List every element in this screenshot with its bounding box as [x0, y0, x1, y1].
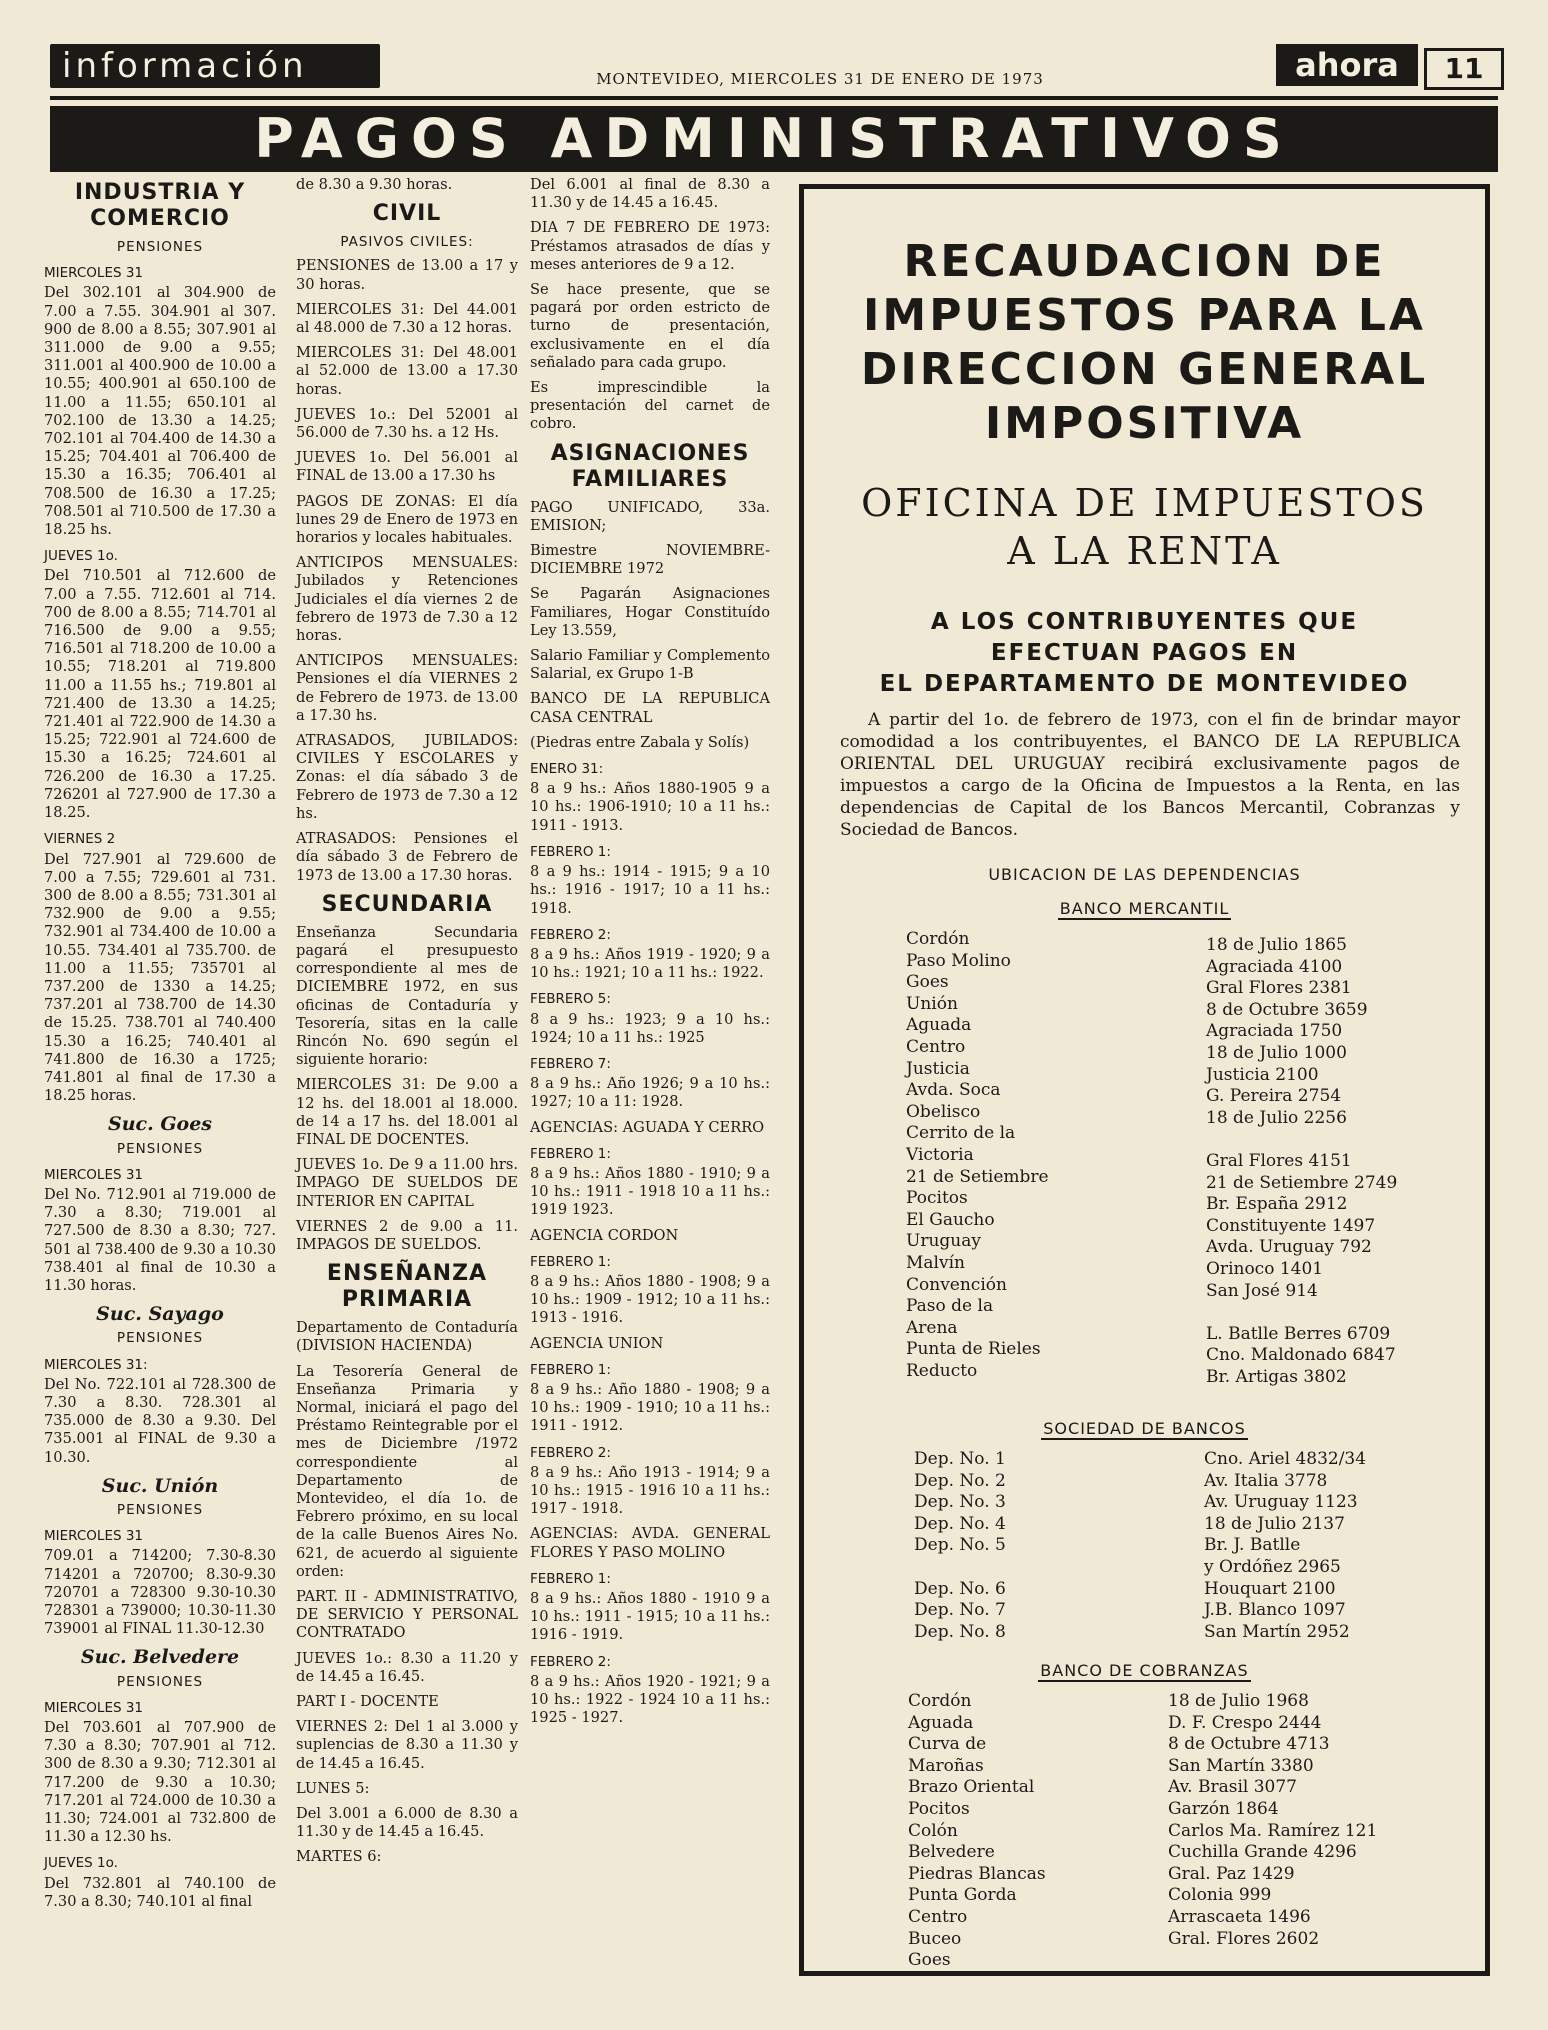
day-label: JUEVES 1o.	[44, 1855, 118, 1872]
branch-address: San Martín 3380	[1168, 1755, 1314, 1776]
branch-heading: Suc. Sayago	[96, 1303, 224, 1326]
branch-address: Av. Uruguay 1123	[1204, 1492, 1358, 1513]
day-label: MIERCOLES 31	[44, 1528, 144, 1545]
notice-body: A partir del 1o. de febrero de 1973, con el fin de brindar mayor comodidad a los contribuyentes, el BANCO DE LA REPUBLICA ORIENTAL DEL URUGUAY recibirá exclusivamente pagos de impuestos a cargo de la Oficina de Impuestos a la Renta, en las dependencias de Capital de los Bancos Mercantil, Cobranzas y Sociedad de Bancos.	[840, 710, 1460, 840]
branch-name: Dep. No. 3	[914, 1492, 1006, 1513]
paragraph: JUEVES 1o.: 8.30 a 11.20 y de 14.45 a 16.45.	[296, 1649, 518, 1685]
paragraph: ANTICIPOS MENSUALES: Jubilados y Retenciones Judiciales el día viernes 2 de febrero de 1973 de 7.30 a 12 horas.	[296, 554, 518, 645]
branch-name: Curva de	[908, 1734, 987, 1755]
branch-name: Malvín	[906, 1252, 965, 1273]
subhead: PASIVOS CIVILES:	[340, 234, 474, 251]
paragraph: Del 6.001 al final de 8.30 a 11.30 y de 14.45 a 16.45.	[530, 176, 770, 212]
branch-name-list	[908, 1691, 1046, 1972]
paragraph: Se Pagarán Asignaciones Familiares, Hogar Constituído Ley 13.559,	[530, 585, 770, 639]
day-label: MIERCOLES 31	[44, 1699, 144, 1716]
branch-heading: Suc. Belvedere	[80, 1646, 240, 1669]
audience-line: EL DEPARTAMENTO DE MONTEVIDEO	[879, 671, 1410, 697]
title-line: IMPUESTOS PARA LA	[863, 290, 1426, 341]
branch-name: Convención	[906, 1274, 1007, 1295]
bank-name: SOCIEDAD DE BANCOS	[1043, 1419, 1246, 1438]
page-banner: PAGOS ADMINISTRATIVOS	[50, 106, 1498, 172]
day-label: ENERO 31:	[530, 761, 604, 778]
paragraph: JUEVES 1o.: Del 52001 al 56.000 de 7.30 hs. a 12 Hs.	[296, 405, 518, 442]
title-line: IMPOSITIVA	[984, 398, 1305, 449]
branch-name: Maroñas	[908, 1755, 984, 1776]
paragraph: Enseñanza Secundaria pagará el presupuesto correspondiente al mes de DICIEMBRE 1972, en sus oficinas de Contaduría y Tesorería, sitas en la calle Rincón No. 690 según el siguiente horario:	[296, 923, 518, 1069]
branch-name: Buceo	[908, 1928, 962, 1949]
branch-heading: Suc. Unión	[101, 1474, 219, 1497]
day-label: FEBRERO 1:	[530, 843, 611, 860]
paragraph: 8 a 9 hs.: Año 1926; 9 a 10 hs.: 1927; 10 a 11: 1928.	[530, 1075, 770, 1111]
branch-name: Paso de la	[906, 1296, 994, 1317]
branch-name: Pocitos	[908, 1798, 970, 1819]
paragraph: PENSIONES de 13.00 a 17 y 30 horas.	[296, 257, 518, 293]
branch-address: Garzón 1864	[1168, 1798, 1279, 1819]
branch-name: Dep. No. 7	[914, 1600, 1006, 1621]
notice-subtitle	[804, 479, 1485, 575]
branch-address: Agraciada 4100	[1206, 956, 1343, 977]
branch-address: J.B. Blanco 1097	[1204, 1600, 1346, 1621]
paragraph: de 8.30 a 9.30 horas.	[296, 176, 453, 193]
branch-address: Gral Flores 2381	[1206, 978, 1352, 999]
branch-address: Constituyente 1497	[1206, 1215, 1376, 1236]
branch-name: Aguada	[906, 1015, 972, 1036]
branch-address-list	[1206, 935, 1397, 1388]
branch-name: Reducto	[906, 1360, 978, 1381]
branch-address: Gral. Flores 2602	[1168, 1928, 1320, 1949]
branch-address-list	[1204, 1449, 1366, 1643]
heading-secundaria: SECUNDARIA	[321, 891, 493, 917]
branch-name: Dep. No. 6	[914, 1578, 1006, 1599]
branch-name: Dep. No. 4	[914, 1513, 1006, 1534]
day-label: MIERCOLES 31	[44, 1166, 144, 1183]
branch-address: Av. Brasil 3077	[1168, 1777, 1298, 1798]
branch-name: Centro	[908, 1906, 968, 1927]
paragraph: Es imprescindible la presentación del carnet de cobro.	[530, 379, 770, 433]
branch-address: Orinoco 1401	[1206, 1258, 1324, 1279]
bank-heading-cobranzas	[804, 1661, 1485, 1680]
paragraph: PART. II - ADMINISTRATIVO, DE SERVICIO Y PERSONAL CONTRATADO	[296, 1588, 518, 1642]
branch-address	[1206, 1129, 1397, 1151]
column-3	[530, 176, 770, 1734]
brand-logo: ahora	[1276, 44, 1418, 86]
day-label: MIERCOLES 31	[44, 265, 144, 282]
paragraph: (Piedras entre Zabala y Solís)	[530, 733, 750, 751]
paragraph: Del 703.601 al 707.900 de 7.30 a 8.30; 707.901 al 712. 300 de 8.30 a 9.30; 712.301 al 717.200 de 9.30 a 10.30; 717.201 al 724.000 de 10.30 a 11.30; 724.001 al 732.800 de 11.30 a 12.30 hs.	[44, 1719, 276, 1846]
branch-name: Goes	[908, 1950, 951, 1971]
agency-heading: AGENCIA CORDON	[530, 1226, 679, 1244]
subhead: PENSIONES	[116, 1330, 204, 1347]
branch-address: Br. España 2912	[1206, 1194, 1348, 1215]
paragraph: 8 a 9 hs.: 1923; 9 a 10 hs.: 1924; 10 a 11 hs.: 1925	[530, 1010, 770, 1046]
branch-name: Dep. No. 8	[914, 1621, 1006, 1642]
branch-name: Arena	[906, 1317, 958, 1338]
paragraph: 8 a 9 hs.: Años 1920 - 1921; 9 a 10 hs.: 1922 - 1924 10 a 11 hs.: 1925 - 1927.	[530, 1672, 770, 1727]
branch-address: San Martín 2952	[1204, 1621, 1350, 1642]
day-label: MIERCOLES 31:	[44, 1356, 148, 1373]
branch-address: 18 de Julio 1968	[1168, 1691, 1309, 1711]
branch-name: Avda. Soca	[906, 1080, 1001, 1101]
section-label: información	[50, 44, 380, 88]
paragraph: 709.01 a 714200; 7.30-8.30 714201 a 720700; 8.30-9.30 720701 a 728300 9.30-10.30 728301 a 739000; 10.30-11.30 739001 al FINAL 11.30-12.30	[44, 1547, 276, 1638]
paragraph: Bimestre NOVIEMBRE-DICIEMBRE 1972	[530, 542, 770, 578]
notice-title	[804, 235, 1485, 451]
branch-name: Obelisco	[906, 1101, 981, 1122]
branch-name: Colón	[908, 1820, 958, 1841]
paragraph: 8 a 9 hs.: Años 1880 - 1910; 9 a 10 hs.: 1911 - 1918 10 a 11 hs.: 1919 1923.	[530, 1164, 770, 1219]
branch-address: Br. Artigas 3802	[1206, 1366, 1347, 1387]
paragraph: BANCO DE LA REPUBLICA CASA CENTRAL	[530, 690, 770, 726]
subhead: PENSIONES	[116, 1140, 204, 1157]
branch-name: Piedras Blancas	[908, 1863, 1046, 1884]
paragraph: Departamento de Contaduría (DIVISION HACIENDA)	[296, 1319, 518, 1355]
subtitle-line: A LA RENTA	[1007, 529, 1282, 573]
audience-line: EFECTUAN PAGOS EN	[990, 640, 1299, 666]
paragraph: JUEVES 1o. Del 56.001 al FINAL de 13.00 a 17.30 hs	[296, 449, 518, 485]
paragraph: PART I - DOCENTE	[296, 1693, 439, 1711]
branch-name: Cordón	[908, 1691, 972, 1711]
branch-name: Goes	[906, 972, 949, 993]
branch-name: El Gaucho	[906, 1209, 995, 1230]
paragraph: VIERNES 2 de 9.00 a 11. IMPAGOS DE SUELDOS.	[296, 1217, 518, 1253]
branch-name: Punta Gorda	[908, 1885, 1017, 1906]
paragraph: Del 3.001 a 6.000 de 8.30 a 11.30 y de 14.45 a 16.45.	[296, 1805, 518, 1841]
heading-civil: CIVIL	[372, 201, 442, 227]
bank-name: BANCO MERCANTIL	[1059, 899, 1230, 918]
paragraph: 8 a 9 hs.: Año 1880 - 1908; 9 a 10 hs.: 1909 - 1910; 10 a 11 hs.: 1911 - 1912.	[530, 1380, 770, 1435]
paragraph: Del 302.101 al 304.900 de 7.00 a 7.55. 304.901 al 307. 900 de 8.00 a 8.55; 307.901 al 311.000 de 9.00 a 9.55; 311.001 al 400.900 de 10.00 a 10.55; 400.901 al 650.100 de 11.00 a 11.55; 650.101 al 702.100 de 13.30 a 14.25; 702.101 al 704.400 de 14.30 a 15.25; 704.401 al 706.400 de 15.30 a 16.35; 706.401 al 708.500 de 16.30 a 17.25; 708.501 al 710.500 de 17.30 a 18.25 hs.	[44, 284, 276, 539]
paragraph: 8 a 9 hs.: Años 1880-1905 9 a 10 hs.: 1906-1910; 10 a 11 hs.: 1911 - 1913.	[530, 780, 770, 834]
paragraph: Del No. 712.901 al 719.000 de 7.30 a 8.30; 719.001 al 727.500 de 8.30 a 8.30; 727. 501 al 738.400 de 9.30 a 10.30 738.401 al final de 10.30 a 11.30 horas.	[44, 1185, 276, 1294]
branch-name: Uruguay	[906, 1231, 981, 1252]
agency-heading: AGENCIAS: AGUADA Y CERRO	[530, 1118, 765, 1136]
branch-address	[1168, 1950, 1377, 1972]
paragraph: MIERCOLES 31: Del 44.001 al 48.000 de 7.30 a 12 horas.	[296, 300, 518, 337]
day-label: FEBRERO 1:	[530, 1253, 611, 1270]
branch-address-list	[1168, 1691, 1377, 1972]
paragraph: La Tesorería General de Enseñanza Primaria y Normal, iniciará el pago del Préstamo Reintegrable por el mes de Diciembre /1972 correspondiente al Departamento de Montevideo, el día 1o. de Febrero próximo, en su local de la calle Buenos Aires No. 621, de acuerdo al siguiente orden:	[296, 1362, 518, 1580]
branch-address	[1206, 1302, 1397, 1324]
branch-name: Dep. No. 2	[914, 1470, 1006, 1491]
title-line: DIRECCION GENERAL	[860, 344, 1429, 395]
branch-address: G. Pereira 2754	[1206, 1086, 1342, 1107]
paragraph: JUEVES 1o. De 9 a 11.00 hrs. IMPAGO DE SUELDOS DE INTERIOR EN CAPITAL	[296, 1156, 518, 1210]
paragraph: Del 727.901 al 729.600 de 7.00 a 7.55; 729.601 al 731. 300 de 8.00 a 8.55; 731.301 al 732.900 de 9.00 a 9.55; 732.901 al 734.400 de 10.00 a 10.55. 734.401 al 735.700. de 11.00 a 11.55; 735701 al 737.200 de 1330 a 14.25; 737.201 al 738.700 de 14.30 de 15.25. 738.701 al 740.400 15.30 a 16.25; 740.401 al 741.800 de 16.30 a 1725; 741.801 al final de 17.30 a 18.25 horas.	[44, 850, 276, 1105]
paragraph: ATRASADOS: Pensiones el día sábado 3 de Febrero de 1973 de 13.00 a 17.30 horas.	[296, 830, 518, 884]
branch-address: 18 de Julio 2137	[1204, 1513, 1345, 1534]
bank-name: BANCO DE COBRANZAS	[1040, 1661, 1249, 1680]
paragraph: PAGOS DE ZONAS: El día lunes 29 de Enero de 1973 en horarios y locales habituales.	[296, 492, 518, 547]
subhead: PENSIONES	[116, 1502, 204, 1518]
branch-name: Centro	[906, 1036, 966, 1057]
heading-primaria: ENSEÑANZA PRIMARIA	[326, 1261, 488, 1313]
dependencias-heading: UBICACION DE LAS DEPENDENCIAS	[988, 865, 1301, 884]
day-label: FEBRERO 2:	[530, 926, 611, 943]
branch-name: 21 de Setiembre	[906, 1166, 1049, 1187]
branch-name-list	[914, 1449, 1006, 1643]
branch-name: Dep. No. 5	[914, 1535, 1006, 1556]
branch-address: Arrascaeta 1496	[1168, 1906, 1311, 1927]
branch-name: Aguada	[908, 1712, 974, 1733]
branch-name: Pocitos	[906, 1188, 968, 1209]
tax-notice-box	[799, 184, 1490, 1976]
branch-name: Cordón	[906, 929, 970, 949]
day-label: JUEVES 1o.	[44, 548, 118, 565]
agency-heading: AGENCIAS: AVDA. GENERAL FLORES Y PASO MOLINO	[530, 1525, 770, 1561]
branch-name: Paso Molino	[906, 950, 1011, 971]
branch-address: Agraciada 1750	[1206, 1021, 1343, 1042]
paragraph: MIERCOLES 31: De 9.00 a 12 hs. del 18.001 al 18.000. de 14 a 17 hs. del 18.001 al FINAL DE DOCENTES.	[296, 1076, 518, 1148]
branch-address: y Ordóñez 2965	[1204, 1556, 1341, 1577]
day-label: FEBRERO 1:	[530, 1570, 611, 1587]
paragraph: 8 a 9 hs.: 1914 - 1915; 9 a 10 hs.: 1916 - 1917; 10 a 11 hs.: 1918.	[530, 863, 770, 917]
branch-address: San José 914	[1206, 1280, 1318, 1301]
branch-name: Punta de Rieles	[906, 1339, 1041, 1360]
heading-industria: INDUSTRIA Y COMERCIO	[74, 180, 246, 231]
paragraph: 8 a 9 hs.: Años 1919 - 1920; 9 a 10 hs.: 1921; 10 a 11 hs.: 1922.	[530, 945, 770, 982]
branch-name: Victoria	[906, 1144, 974, 1165]
day-label: FEBRERO 5:	[530, 991, 611, 1008]
branch-address: Av. Italia 3778	[1204, 1470, 1328, 1491]
heading-asignaciones: ASIGNACIONES FAMILIARES	[550, 440, 750, 492]
branch-name: Justicia	[906, 1058, 970, 1079]
day-label: FEBRERO 2:	[530, 1653, 611, 1670]
paragraph: VIERNES 2: Del 1 al 3.000 y suplencias de 8.30 a 11.30 y de 14.45 a 16.45.	[296, 1718, 518, 1772]
paragraph: Del 710.501 al 712.600 de 7.00 a 7.55. 712.601 al 714. 700 de 8.00 a 8.55; 714.701 al 716.500 de 9.00 a 9.55; 716.501 al 718.200 de 10.00 a 10.55; 718.201 al 719.800 11.00 a 11.55 hs.; 719.801 al 721.400 de 13.30 a 14.25; 721.401 al 722.900 de 14.30 a 15.25; 722.901 al 724.600 de 15.30 a 16.25; 724.601 al 726.200 de 16.30 a 17.25. 726201 al 727.900 de 17.30 a 18.25.	[44, 567, 276, 822]
day-label: VIERNES 2	[44, 831, 116, 848]
paragraph: ATRASADOS, JUBILADOS: CIVILES Y ESCOLARES y Zonas: el día sábado 3 de Febrero de 1973 de 7.30 a 12 hs.	[296, 732, 518, 822]
branch-address: 18 de Julio 1000	[1206, 1042, 1347, 1063]
branch-name: Dep. No. 1	[914, 1449, 1006, 1469]
day-label: FEBRERO 1:	[530, 1145, 611, 1162]
branch-address: 8 de Octubre 3659	[1206, 999, 1368, 1020]
paragraph: Del 732.801 al 740.100 de 7.30 a 8.30; 740.101 al final	[44, 1874, 276, 1910]
column-1	[44, 176, 276, 1918]
paragraph: Del No. 722.101 al 728.300 de 7.30 a 8.30. 728.301 al 735.000 de 8.30 a 9.30. Del 735.001 al FINAL de 9.30 a 10.30.	[44, 1375, 276, 1466]
paragraph: 8 a 9 hs.: Años 1880 - 1908; 9 a 10 hs.: 1909 - 1912; 10 a 11 hs.: 1913 - 1916.	[530, 1272, 770, 1327]
branch-address: Carlos Ma. Ramírez 121	[1168, 1820, 1378, 1841]
paragraph: MARTES 6:	[296, 1848, 382, 1866]
bank-heading-sociedad	[804, 1419, 1485, 1438]
notice-audience	[804, 607, 1485, 700]
branch-address: L. Batlle Berres 6709	[1206, 1323, 1391, 1344]
branch-name	[914, 1557, 1006, 1579]
branch-address: 18 de Julio 1865	[1206, 935, 1347, 955]
paragraph: LUNES 5:	[296, 1779, 370, 1797]
title-line: RECAUDACION DE	[903, 236, 1386, 287]
paragraph: Salario Familiar y Complemento Salarial, ex Grupo 1-B	[530, 647, 770, 683]
paragraph: MIERCOLES 31: Del 48.001 al 52.000 de 13.00 a 17.30 horas.	[296, 344, 518, 398]
day-label: FEBRERO 1:	[530, 1361, 611, 1378]
branch-name: Unión	[906, 993, 958, 1014]
branch-address: Colonia 999	[1168, 1885, 1272, 1906]
paragraph: Se hace presente, que se pagará por orden estricto de turno de presentación, exclusivamente en el día señalado para cada grupo.	[530, 281, 770, 371]
branch-address: Houquart 2100	[1204, 1578, 1336, 1599]
branch-address: 18 de Julio 2256	[1206, 1107, 1347, 1128]
branch-address: Cuchilla Grande 4296	[1168, 1842, 1357, 1863]
branch-heading: Suc. Goes	[107, 1113, 213, 1136]
audience-line: A LOS CONTRIBUYENTES QUE	[930, 609, 1359, 635]
branch-address: Br. J. Batlle	[1204, 1535, 1301, 1556]
branch-name-list	[906, 929, 1049, 1382]
column-2	[296, 176, 518, 1874]
subhead: PENSIONES	[116, 239, 204, 255]
branch-name: Cerrito de la	[906, 1123, 1016, 1144]
branch-address: Gral. Paz 1429	[1168, 1863, 1295, 1884]
branch-address: 21 de Setiembre 2749	[1206, 1172, 1398, 1193]
branch-address: Gral Flores 4151	[1206, 1150, 1352, 1171]
branch-address: D. F. Crespo 2444	[1168, 1712, 1322, 1733]
page-number: 11	[1424, 48, 1504, 90]
branch-address: Justicia 2100	[1206, 1064, 1319, 1085]
branch-name: Belvedere	[908, 1842, 995, 1863]
paragraph: 8 a 9 hs.: Años 1880 - 1910 9 a 10 hs.: 1911 - 1915; 10 a 11 hs.: 1916 - 1919.	[530, 1590, 770, 1644]
issue-date: MONTEVIDEO, MIERCOLES 31 DE ENERO DE 1973	[596, 70, 1044, 88]
branch-address: 8 de Octubre 4713	[1168, 1734, 1330, 1755]
bank-heading-mercantil	[804, 899, 1485, 918]
subhead: PENSIONES	[116, 1673, 204, 1690]
branch-address: Cno. Ariel 4832/34	[1204, 1449, 1367, 1469]
paragraph: ANTICIPOS MENSUALES: Pensiones el día VIERNES 2 de Febrero de 1973. de 13.00 a 17.30 hs.	[296, 652, 518, 724]
paragraph: 8 a 9 hs.: Año 1913 - 1914; 9 a 10 hs.: 1915 - 1916 10 a 11 hs.: 1917 - 1918.	[530, 1463, 770, 1518]
day-label: FEBRERO 2:	[530, 1444, 611, 1461]
paragraph: PAGO UNIFICADO, 33a. EMISION;	[530, 498, 770, 534]
day-label: FEBRERO 7:	[530, 1055, 611, 1072]
header-rule	[50, 96, 1498, 100]
subtitle-line: OFICINA DE IMPUESTOS	[861, 481, 1428, 525]
branch-address: Avda. Uruguay 792	[1206, 1237, 1372, 1258]
branch-address: Cno. Maldonado 6847	[1206, 1345, 1396, 1366]
agency-heading: AGENCIA UNION	[530, 1334, 664, 1352]
paragraph: DIA 7 DE FEBRERO DE 1973: Préstamos atrasados de días y meses anteriores de 9 a 12.	[530, 219, 770, 273]
branch-name: Brazo Oriental	[908, 1777, 1035, 1798]
